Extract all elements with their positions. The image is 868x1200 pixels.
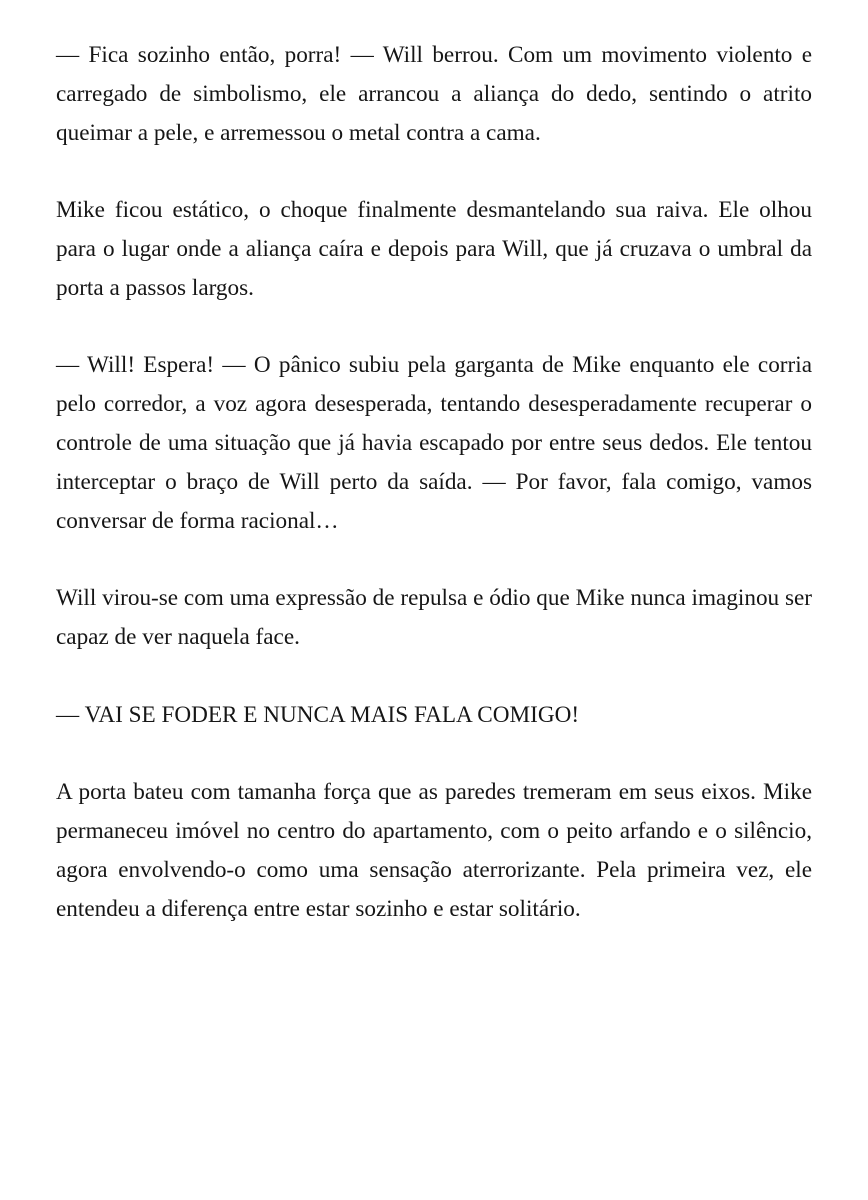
paragraph-shout: — VAI SE FODER E NUNCA MAIS FALA COMIGO! (56, 701, 580, 728)
paragraph-ring-thrown: — Fica sozinho então, porra! — Will berrou. Com um movimento violento e carregado de simbolismo, ele arrancou a aliança do dedo, sentindo o atrito queimar a pele, e arremessou o metal contra a cama. (56, 42, 812, 146)
paragraph-will-wait: — Will! Espera! — O pânico subiu pela garganta de Mike enquanto ele corria pelo corredor, a voz agora desesperada, tentando desesperadamente recuperar o controle de uma situação que já havia escapado por entre seus dedos. Ele tentou interceptar o braço de Will perto da saída. — Por favor, fala comigo, vamos conversar de forma racional… (56, 352, 812, 534)
paragraph-will-turned: Will virou-se com uma expressão de repulsa e ódio que Mike nunca imaginou ser capaz de ver naquela face. (56, 585, 812, 650)
paragraph-door-slammed: A porta bateu com tamanha força que as paredes tremeram em seus eixos. Mike permaneceu imóvel no centro do apartamento, com o peito arfando e o silêncio, agora envolvendo-o como uma sensação aterrorizante. Pela primeira vez, ele entendeu a diferença entre estar sozinho e estar solitário. (56, 779, 812, 922)
paragraph-mike-static: Mike ficou estático, o choque finalmente desmantelando sua raiva. Ele olhou para o lugar onde a aliança caíra e depois para Will, que já cruzava o umbral da porta a passos largos. (56, 197, 812, 301)
document-page (56, 36, 812, 928)
